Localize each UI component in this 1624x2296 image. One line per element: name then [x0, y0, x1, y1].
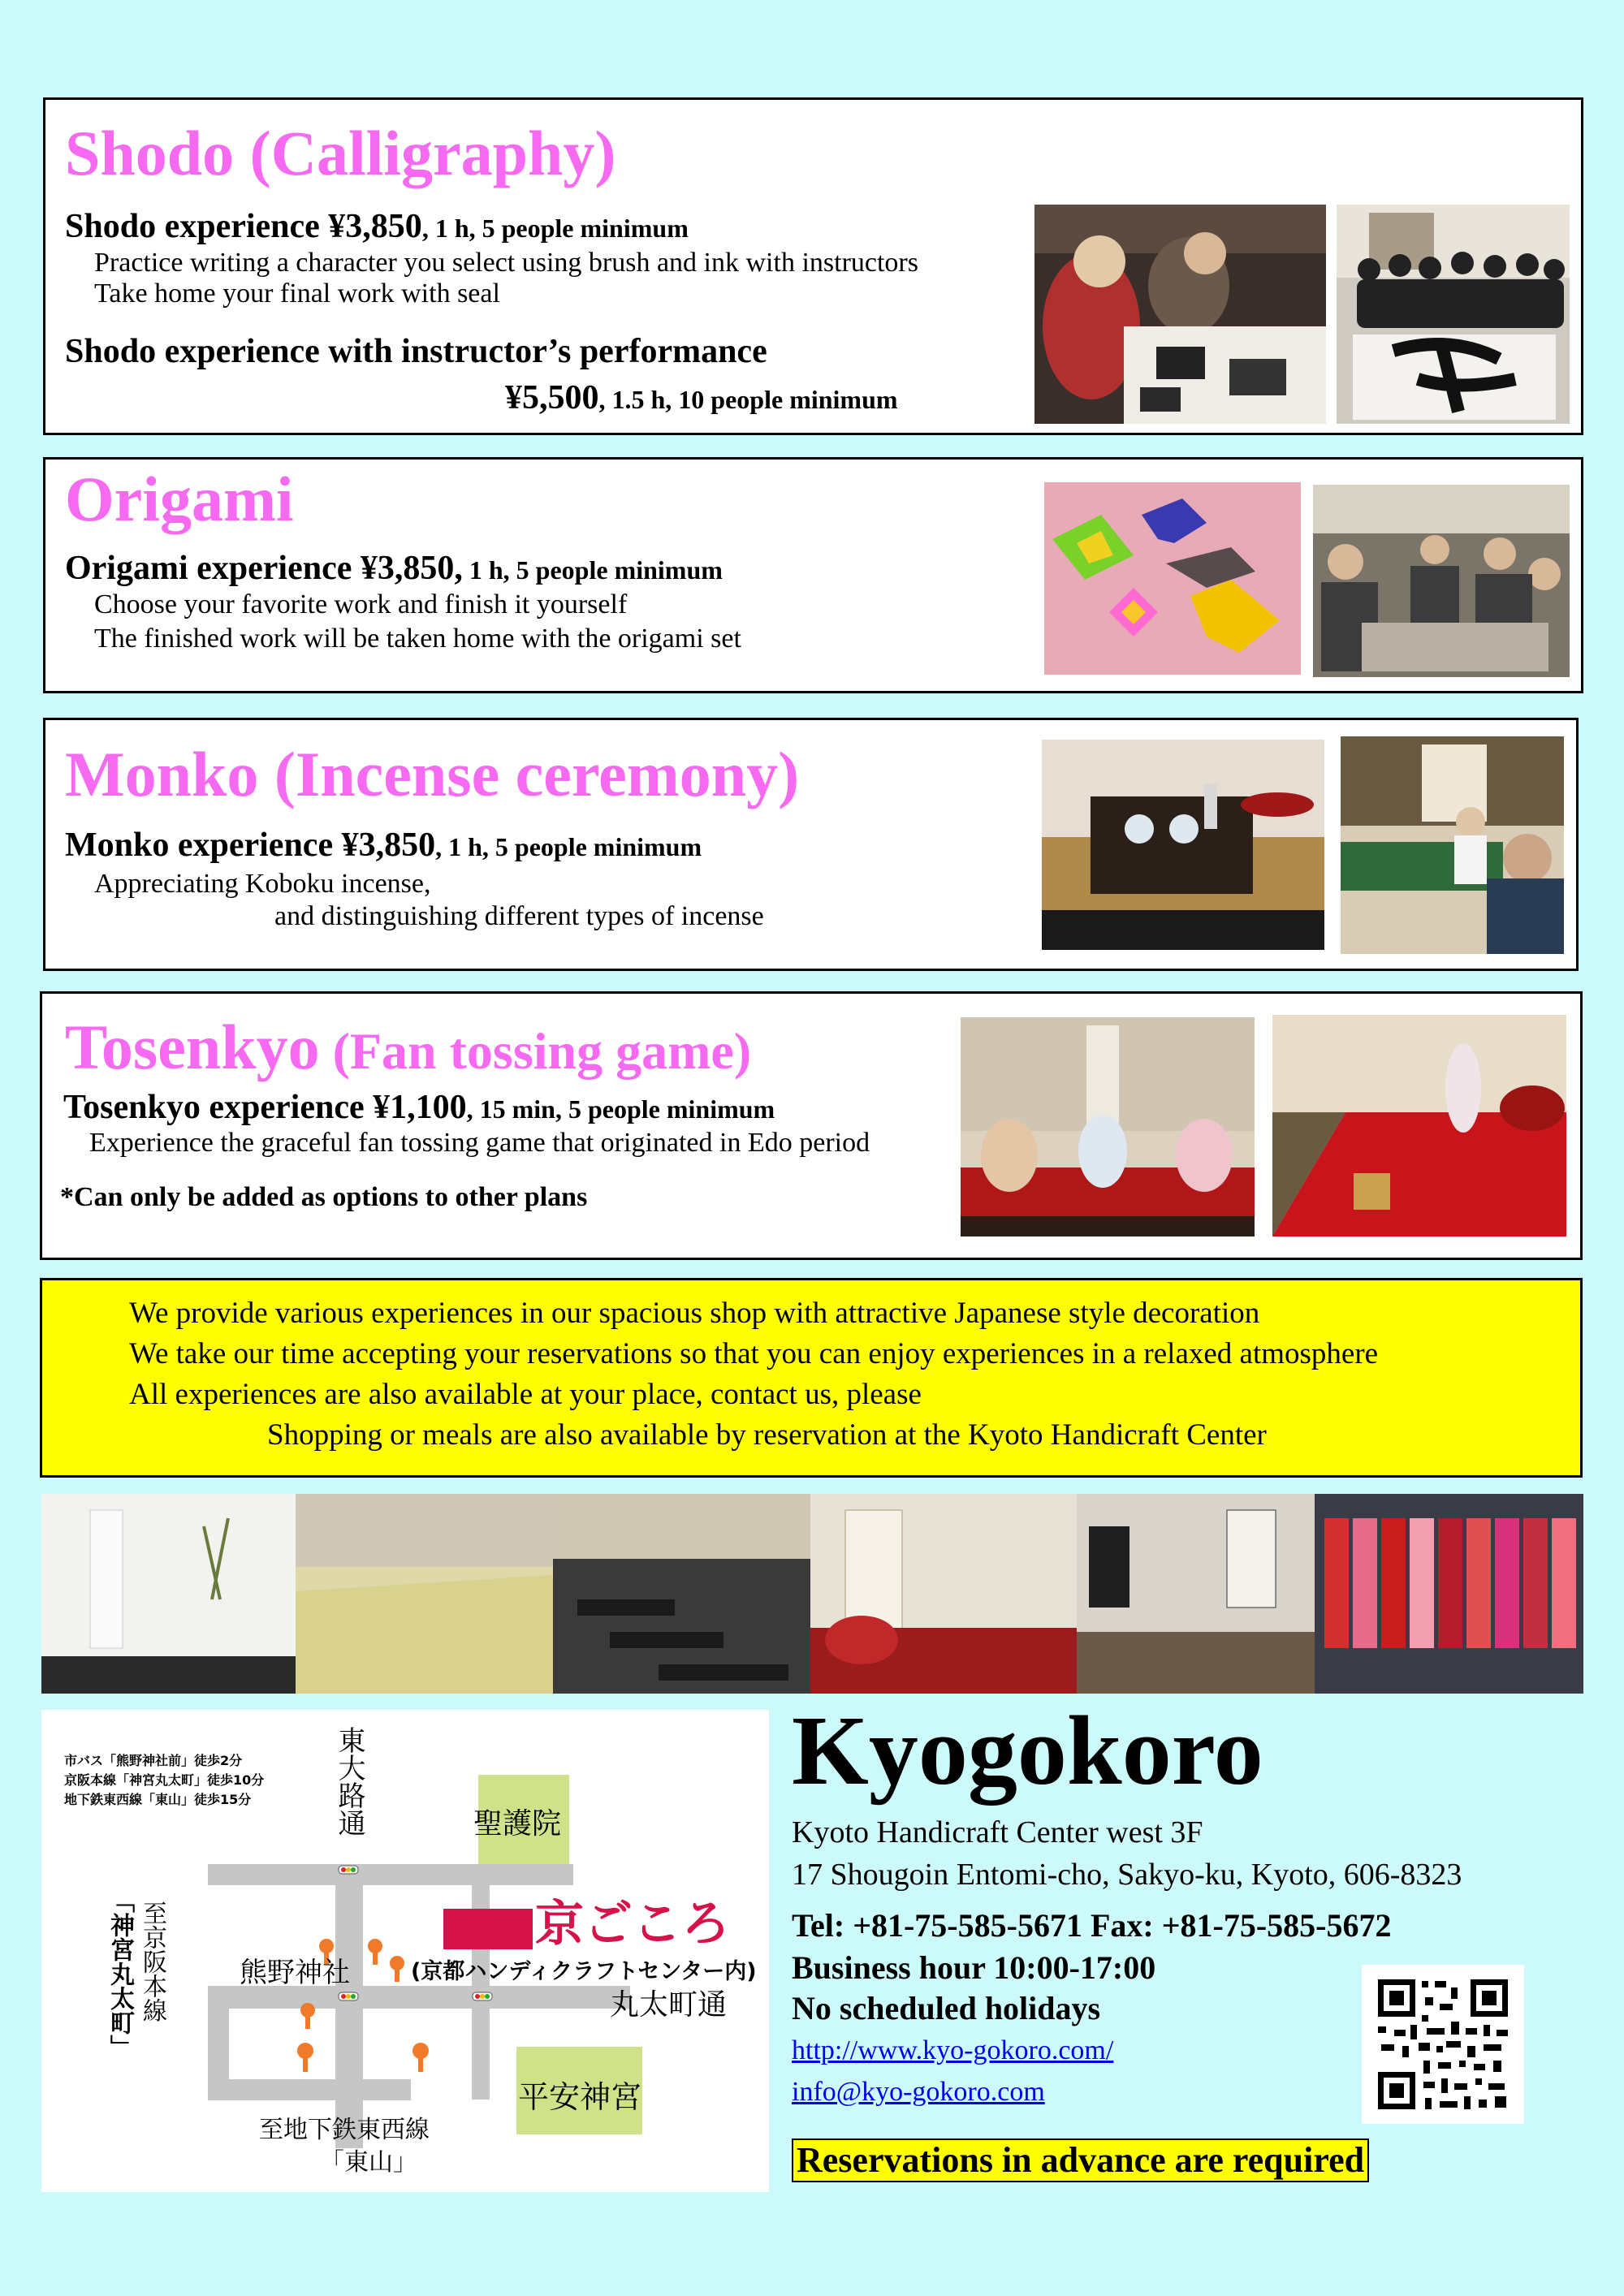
shodo-desc-2: Take home your final work with seal	[94, 278, 500, 309]
notice-line-2: We take our time accepting your reservations so that you can enjoy experiences in a relaxed atmosphere	[129, 1337, 1379, 1370]
notice-box	[40, 1278, 1583, 1478]
origami-desc-2: The finished work will be taken home with the origami set	[94, 624, 741, 654]
origami-title: Origami	[65, 464, 294, 534]
monko-title: Monko (Incense ceremony)	[65, 739, 800, 809]
map-label-shogoin: 聖護院	[473, 1807, 562, 1841]
tosenkyo-title	[65, 1012, 752, 1082]
origami-experience-line	[65, 551, 723, 585]
notice-line-1: We provide various experiences in our spacious shop with attractive Japanese style decoration	[129, 1297, 1260, 1330]
reservation-notice: Reservations in advance are required	[792, 2138, 1369, 2182]
notice-line-4: Shopping or meals are also available by reservation at the Kyoto Handicraft Center	[267, 1418, 1267, 1452]
monko-desc-1: Appreciating Koboku incense,	[94, 869, 431, 899]
shodo-experience-name: Shodo experience ¥3,850	[65, 208, 422, 245]
tosenkyo-title-main: Tosenkyo	[65, 1012, 320, 1082]
monko-experience-name: Monko experience ¥3,850	[65, 826, 436, 864]
shodo-photo-students	[1034, 205, 1326, 424]
map-label-keihan: 至京阪本線	[138, 1901, 166, 2022]
origami-experience-name: Origami experience ¥3,850,	[65, 550, 463, 587]
shodo-photo-group	[1337, 205, 1570, 424]
map-label-higashioji: 東大路通	[333, 1726, 365, 1836]
shodo-desc-1: Practice writing a character you select using brush and ink with instructors	[94, 248, 918, 278]
shop-building: Kyoto Handicraft Center west 3F	[792, 1815, 1203, 1849]
origami-desc-1: Choose your favorite work and finish it yourself	[94, 589, 628, 619]
shop-url-link[interactable]: http://www.kyo-gokoro.com/	[792, 2035, 1114, 2065]
map-label-handicraft: (京都ハンディクラフトセンター内)	[411, 1959, 757, 1984]
shodo-experience-meta: , 1 h, 5 people minimum	[421, 214, 689, 243]
tosenkyo-note: *Can only be added as options to other plans	[60, 1182, 588, 1212]
access-map-overlay	[41, 1710, 769, 2192]
tosenkyo-photo-performer	[1272, 1015, 1566, 1236]
map-access-1: 市バス「熊野神社前」徒歩2分	[64, 1753, 243, 1768]
shodo-performance-meta: , 1.5 h, 10 people minimum	[598, 385, 898, 414]
shodo-performance-line	[505, 381, 898, 415]
shop-holidays: No scheduled holidays	[792, 1990, 1101, 2026]
map-label-marutamachi: 丸太町通	[610, 1988, 728, 2022]
map-label-higashiyama: 「東山」	[320, 2148, 417, 2177]
tosenkyo-title-sub: (Fan tossing game)	[319, 1022, 752, 1080]
monko-photo-guests	[1341, 736, 1564, 954]
shodo-performance-price: ¥5,500	[505, 379, 599, 416]
shop-tel-fax: Tel: +81-75-585-5671 Fax: +81-75-585-5672	[792, 1907, 1392, 1944]
shodo-title: Shodo (Calligraphy)	[65, 118, 616, 188]
map-label-kyogokoro: 京ごころ	[535, 1896, 730, 1953]
shop-email-link[interactable]: info@kyo-gokoro.com	[792, 2077, 1045, 2107]
shodo-experience-line	[65, 209, 689, 244]
map-label-kumano: 熊野神社	[240, 1957, 350, 1989]
map-label-subway: 至地下鉄東西線	[259, 2116, 430, 2144]
monko-photo-set	[1042, 740, 1324, 950]
shop-hours: Business hour 10:00-17:00	[792, 1949, 1156, 1986]
shop-address: 17 Shougoin Entomi-cho, Sakyo-ku, Kyoto, 606-8323	[792, 1858, 1462, 1892]
tosenkyo-desc-1: Experience the graceful fan tossing game that originated in Edo period	[89, 1128, 870, 1158]
tosenkyo-experience-line	[63, 1090, 775, 1124]
origami-photo-class	[1313, 485, 1570, 677]
map-access-2: 京阪本線「神宮丸太町」徒歩10分	[64, 1772, 265, 1788]
tosenkyo-experience-name: Tosenkyo experience ¥1,100	[63, 1089, 467, 1126]
notice-line-3: All experiences are also available at your place, contact us, please	[129, 1378, 922, 1411]
map-label-jingu: 「神宮丸太町」	[106, 1888, 134, 2059]
monko-experience-meta: , 1 h, 5 people minimum	[435, 832, 702, 861]
monko-desc-2: and distinguishing different types of incense	[274, 901, 764, 931]
tosenkyo-photo-players	[961, 1017, 1255, 1236]
tosenkyo-experience-meta: , 15 min, 5 people minimum	[466, 1094, 775, 1124]
qr-code[interactable]	[1362, 1965, 1524, 2124]
origami-photo-works	[1044, 482, 1301, 675]
map-access-3: 地下鉄東西線「東山」徒歩15分	[64, 1792, 252, 1807]
origami-experience-meta: 1 h, 5 people minimum	[462, 555, 723, 585]
shop-photo-strip	[41, 1494, 1583, 1694]
map-label-heian: 平安神宮	[518, 2079, 642, 2115]
shodo-performance-name: Shodo experience with instructor’s performance	[65, 333, 767, 370]
monko-experience-line	[65, 828, 702, 862]
shop-name: Kyogokoro	[792, 1696, 1263, 1806]
